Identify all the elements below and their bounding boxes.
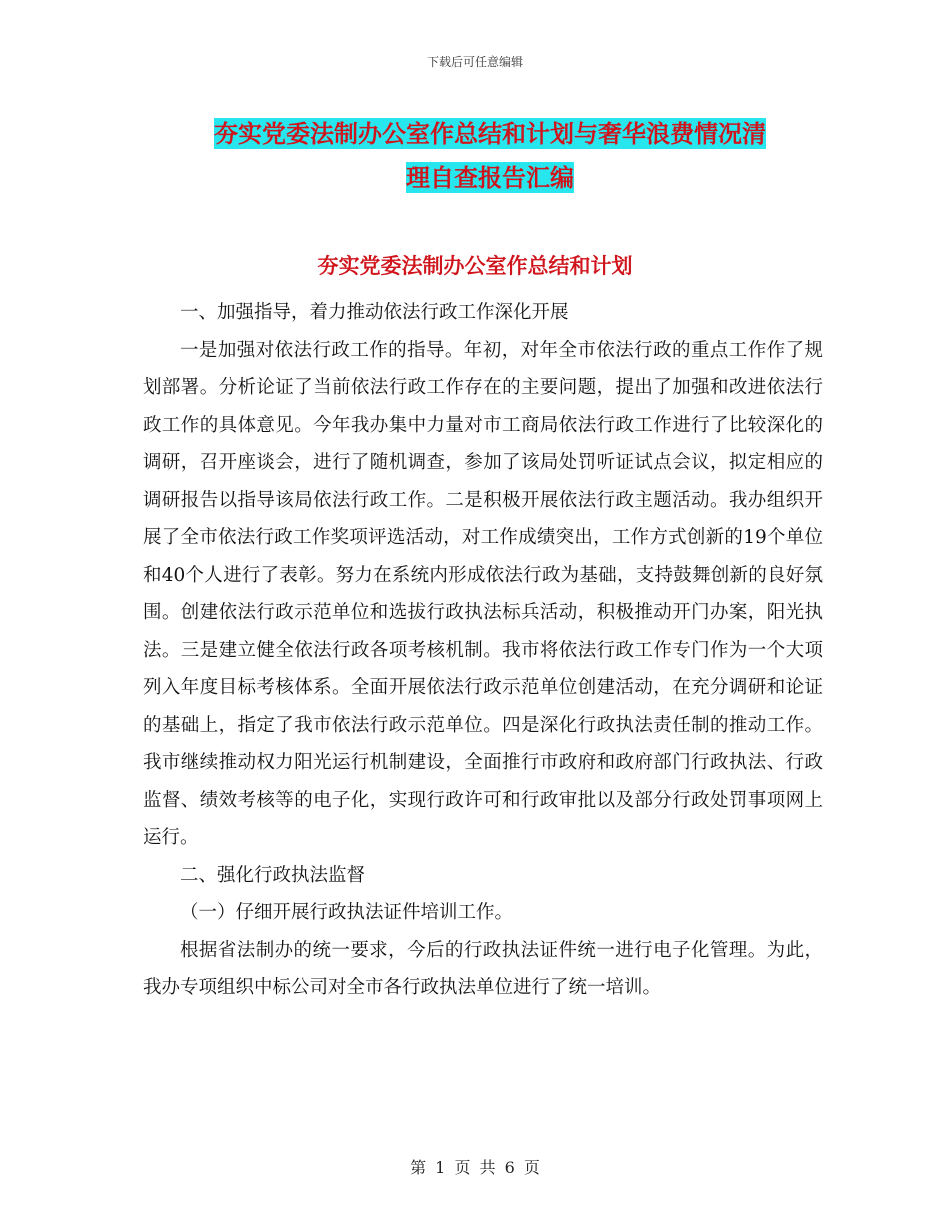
heading-paragraph-1: 一、加强指导，着力推动依法行政工作深化开展: [180, 302, 569, 323]
heading-paragraph-2: 二、强化行政执法监督: [180, 864, 366, 886]
header-note: 下载后可任意编辑: [426, 55, 523, 69]
body-paragraph-1: 一是加强对依法行政工作的指导。年初，对年全市依法行政的重点工作作了规划部署。分析论证了当前依法行政工作存在的主要问题，提出了加强和改进依法行政工作的具体意见。今年我办集中力量对市工商局依法行政工作进行了比较深化的调研，召开座谈会，进行了随机调查，参加了该局处罚听证试点会议，拟定相应的调研报告以指导该局依法行政工作。二是积极开展依法行政主题活动。我办组织开展了全市依法行政工作奖项评选活动，对工作成绩突出，工作方式创新的19个单位和40个人进行了表彰。努力在系统内形成依法行政为基础，支持鼓舞创新的良好氛围。创建依法行政示范单位和选拔行政执法标兵活动，积极推动开门办案，阳光执法。三是建立健全依法行政各项考核机制。我市将依法行政工作专门作为一个大项列入年度目标考核体系。全面开展依法行政示范单位创建活动，在充分调研和论证的基础上，指定了我市依法行政示范单位。四是深化行政执法责任制的推动工作。我市继续推动权力阳光运行机制建设，全面推行市政府和政府部门行政执法、行政监督、绩效考核等的电子化，实现行政许可和行政审批以及部分行政处罚事项网上运行。: [143, 339, 823, 848]
page-number-footer: 第 1 页 共 6 页: [410, 1158, 540, 1177]
body-paragraph-2: 根据省法制办的统一要求，今后的行政执法证件统一进行电子化管理。为此，我办专项组织中标公司对全市各行政执法单位进行了统一培训。: [143, 939, 823, 998]
document-title: [140, 112, 840, 200]
title-line-1: 夯实党委法制办公室作总结和计划与奢华浪费情况清: [214, 119, 766, 148]
title-line-2: 理自查报告汇编: [406, 163, 574, 192]
body-text: [143, 294, 823, 1007]
section-title: 夯实党委法制办公室作总结和计划: [317, 253, 633, 278]
subheading-paragraph-1: （一）仔细开展行政执法证件培训工作。: [180, 902, 514, 923]
